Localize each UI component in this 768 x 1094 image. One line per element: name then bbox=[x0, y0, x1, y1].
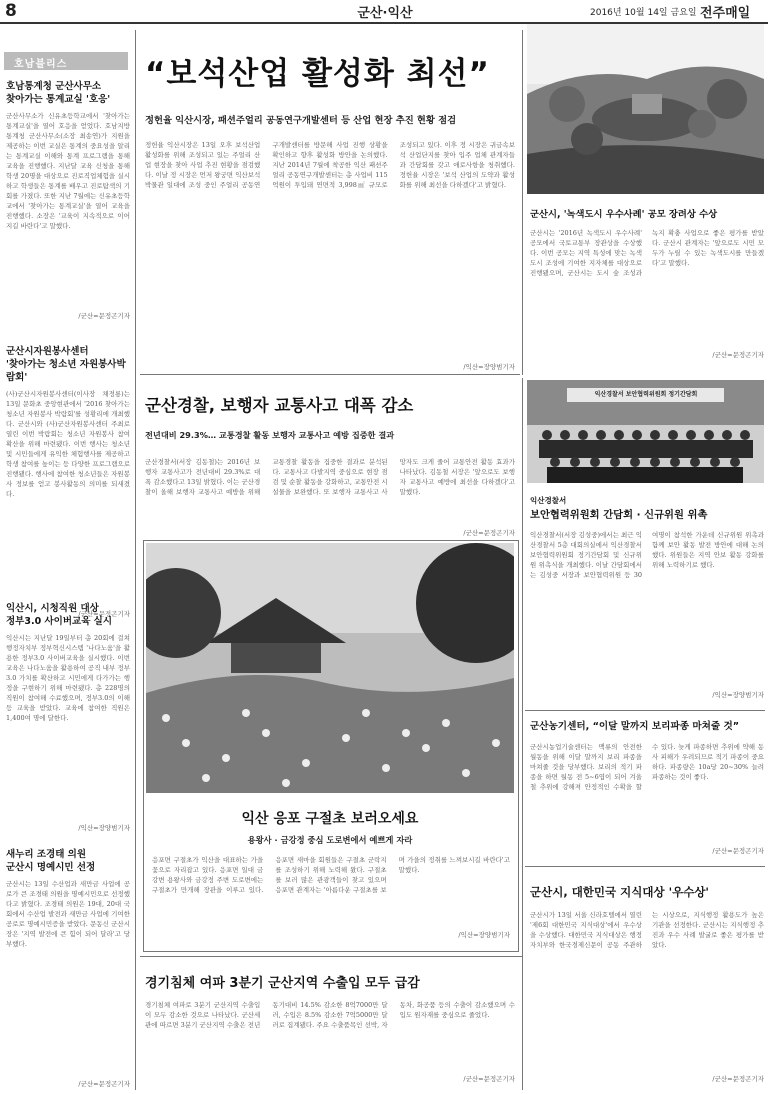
photo2-body: 익산경찰서(서장 김성중)에서는 최근 익산경찰서 5층 대회의실에서 익산경찰서 보안협력위원회 정기간담회 및 신규위원 위촉식을 개최했다. 이날 간담회에서는 김성중 서장과 보안협력위원 등 30여명이 참석한 가운데 신규위원 위촉과 함께 보안 활동 발전 방안에 대해 논의했다. 위원들은 지역 안보 활동 강화를 위해 노력하기로 했다. bbox=[530, 531, 764, 579]
photo3-subtitle: 용왕사 · 금강정 중심 도로변에서 예쁘게 자라 bbox=[247, 835, 413, 845]
main-article-byline: /익산=장양범기자 bbox=[463, 363, 515, 371]
article-byline: /군산=문정곤기자 bbox=[78, 312, 130, 320]
article2-body: 군산경찰서(서장 김동철)는 2016년 보행자 교통사고가 전년대비 29.3%로 대폭 감소했다고 13일 밝혔다. 이는 군산경찰이 올해 보행자 교통사고 예방을 위해 교통경찰 활동을 집중한 결과로 분석된다. 교통사고 다발지역 중심으로 현장 점검 및 순찰 활동을 강화하고, 교통안전 시설물을 보완했다. 또 보행자 교통사고 사망자도 크게 줄어 교통안전 활동 효과가 나타났다. 김동철 서장은 '앞으로도 보행자 교통사고 예방에 최선을 다하겠다'고 말했다. bbox=[145, 458, 515, 496]
sidebar-logo bbox=[4, 52, 128, 70]
article3-title: 군산농기센터, “이달 말까지 보리파종 마쳐줄 것” bbox=[530, 721, 740, 732]
article3-byline: /군산=문정곤기자 bbox=[712, 847, 764, 855]
article-kicker: 호남통계청 군산사무소 bbox=[6, 81, 102, 92]
article-kicker: 익산시, 시청직원 대상 bbox=[6, 603, 99, 614]
sidebar-article-4 bbox=[6, 848, 130, 1088]
photo1-caption: 군산시, '녹색도시 우수사례' 공모 장려상 수상 bbox=[530, 209, 718, 220]
flower-photo bbox=[146, 543, 514, 793]
article-body: 군산시는 13일 수산업과 새만금 사업에 공로가 큰 조경태 의원을 명예시민으로 선정했다고 밝혔다. 조경태 의원은 19대, 20대 국회에서 수산업 발전과 새만금 사업에 기여한 공로로 명예시민증을 받았다. 문동신 군산시장은 '지역 발전에 큰 힘이 되어 달라'고 당부했다. bbox=[6, 880, 130, 948]
main-article-body: 정헌율 익산시장은 13일 오후 보석산업 활성화를 위해 조성되고 있는 주얼리 산업 현장을 찾아 사업 추진 현황을 점검했다. 이날 정 시장은 먼저 왕궁면 익산보석박물관 일대에 조성 중인 주얼리 공동연구개발센터를 방문해 사업 진행 상황을 확인하고 향후 활성화 방안을 논의했다. 지난 2014년 7월에 착공한 익산 패션주얼리 공동연구개발센터는 총 사업비 115억원이 투입돼 연면적 3,998㎡ 규모로 조성되고 있다. 이후 정 시장은 귀금속보석 산업단지를 찾아 입주 업체 관계자들과 간담회를 갖고 애로사항을 청취했다. 정헌율 시장은 '보석 산업의 도약과 활성화를 위해 최선을 다하겠다'고 밝혔다. bbox=[145, 141, 515, 189]
photo3-body: 응포면 구절초가 익산을 대표하는 가을 꽃으로 자리잡고 있다. 응포면 일대 금강변 용왕사와 금강정 주변 도로변에는 구절초가 만개해 장관을 이루고 있다. 응포면 새마을 회원들은 구절초 군락지를 조성하기 위해 노력해 왔다. 구절초를 보러 많은 관광객들이 찾고 있으며 응포면 관계자는 '아름다운 구절초를 보며 가을의 정취를 느껴보시길 바란다'고 말했다. bbox=[152, 856, 510, 894]
article5-byline: /군산=문정곤기자 bbox=[463, 1075, 515, 1083]
photo1-byline: /군산=문정곤기자 bbox=[712, 351, 764, 359]
article-title: '찾아가는 청소년 자원봉사박람회' bbox=[6, 359, 126, 383]
group-photo-banner: 익산경찰서 보안협력위원회 정기간담회 bbox=[594, 391, 698, 398]
park-photo bbox=[527, 24, 764, 194]
article-body: (사)군산시자원봉사센터(이사장 채정룡)는 13일 문화초 중앙현관에서 '2016 찾아가는 청소년 자원봉사 박람회'를 성황리에 개최했다. 군산시와 (사)군산자원봉사센터 주최로 열린 이번 박람회는 청소년 자원봉사 참여 확산을 위해 마련됐다. 이번 행사는 청소년 및 시민들에게 유익한 체험행사를 제공하고 학생 참여를 높이는 등 다양한 프로그램으로 진행됐다. 행사에 참여한 청소년들은 자원봉사 정보를 얻고 봉사활동의 의미를 되새겼다. bbox=[6, 390, 130, 498]
sidebar-logo-text: 호남블리스 bbox=[14, 59, 68, 70]
article4-byline: /군산=문정곤기자 bbox=[712, 1075, 764, 1083]
issue-date: 2016년 10월 14일 금요일 bbox=[590, 8, 697, 18]
photo3-title: 익산 응포 구절초 보러오세요 bbox=[241, 811, 419, 827]
main-subtitle: 정헌율 익산시장, 패션주얼리 공동연구개발센터 등 산업 현장 추진 현황 점검 bbox=[145, 115, 457, 126]
article-title: 군산시 명예시민 선정 bbox=[6, 862, 96, 873]
photo2-kicker: 익산경찰서 bbox=[530, 496, 567, 505]
sidebar-article-1 bbox=[6, 80, 130, 320]
paper-name: 전주매일 bbox=[700, 6, 751, 21]
photo3-byline: /익산=장양범기자 bbox=[458, 931, 510, 939]
sidebar-article-3 bbox=[6, 602, 130, 832]
article-byline: /군산=문정곤기자 bbox=[78, 610, 130, 618]
page-number: 8 bbox=[5, 1, 17, 21]
article-title: 정부3.0 사이버교육 실시 bbox=[6, 616, 113, 627]
article-byline: /익산=장양범기자 bbox=[78, 824, 130, 832]
article4-title: 군산시, 대한민국 지식대상 '우수상' bbox=[530, 885, 709, 899]
article5-body: 경기침체 여파로 3분기 군산지역 수출입이 모두 감소한 것으로 나타났다. 군산세관에 따르면 3분기 군산지역 수출은 전년 동기대비 14.5% 감소한 8억7000만 달러, 수입은 8.5% 감소한 7억5000만 달러로 집계됐다. 주요 수출품목인 선박, 자동차, 화공품 등의 수출이 감소했으며 수입도 원자재를 중심으로 줄었다. bbox=[145, 1001, 515, 1029]
article-kicker: 군산시자원봉사센터 bbox=[6, 346, 89, 357]
main-headline: “보석산업 활성화 최선” bbox=[145, 56, 490, 92]
article-body: 군산사무소가 신유초등학교에서 '찾아가는 통계교실'을 열어 호응을 얻었다. 호남지방통계청 군산사무소(소장 최송연)가 지원을 제공하는 이번 교실은 통계의 중요성을 알리는 통계교실 이해와 통계 프로그램을 통해 교육을 진행했다. 지난달 교육 신청을 통해 학생 20명을 대상으로 진로직업체험을 실시하고 학생들은 통계를 배우고 진로탐색의 기회를 가졌다. 또한 지난 7월에는 신유초등학교에서 '찾아가는 통계교실'을 열어 교육을 진행했다. 소장은 '교육이 지속적으로 이어지길 바란다'고 말했다. bbox=[6, 112, 130, 230]
photo2-byline: /익산=장양범기자 bbox=[712, 691, 764, 699]
article-title: 찾아가는 통계교실 '호응' bbox=[6, 94, 111, 105]
article-byline: /군산=문정곤기자 bbox=[78, 1080, 130, 1088]
article-body: 익산시는 지난달 19일부터 총 20회에 걸쳐 행정자치부 정부혁신시스템 '나다노움'을 활용한 정부3.0 사이버교육을 실시했다. 이번 교육은 나다노움을 활용하여 공직 내부 정부3.0 가치를 확산하고 시민에게 다가가는 행정을 구현하기 위해 마련됐다. 총 228명의 직원이 참여해 수료했으며, 정부3.0의 이해 등 교육을 받았다. 교육에 참여한 직원은 1,400여 명에 달한다. bbox=[6, 634, 130, 722]
article2-title: 군산경찰, 보행자 교통사고 대폭 감소 bbox=[145, 396, 414, 415]
section-title: 군산·익산 bbox=[357, 6, 413, 21]
article4-body: 군산시가 13일 서울 신라호텔에서 열린 '제6회 대한민국 지식대상'에서 우수상을 수상했다. 대한민국 지식대상은 행정자치부와 한국경제신문이 공동 주관하는 시상으로, 지식행정 활용도가 높은 기관을 선정한다. 군산시는 지식행정 추진과 우수 사례 발굴로 좋은 평가를 받았다. bbox=[530, 911, 764, 949]
page-header bbox=[0, 0, 768, 24]
photo1-body: 군산시는 '2016년 녹색도시 우수사례' 공모에서 국토교통부 장관상을 수상했다. 이번 공모는 지역 특성에 맞는 녹색도시 조성에 기여한 지자체를 대상으로 진행됐으며, 군산시는 도시 숲 조성과 녹지 확충 사업으로 좋은 평가를 받았다. 군산시 관계자는 '앞으로도 시민 모두가 누릴 수 있는 녹색도시를 만들겠다'고 말했다. bbox=[530, 229, 764, 277]
group-photo bbox=[527, 380, 764, 483]
article5-title: 경기침체 여파 3분기 군산지역 수출입 모두 급감 bbox=[145, 976, 420, 991]
article3-body: 군산시농업기술센터는 맥류의 안전한 월동을 위해 이달 말까지 보리 파종을 마쳐줄 것을 당부했다. 보리의 적기 파종을 하면 월동 전 5~6엽이 되어 겨울철 추위에 강해져 안정적인 수확을 할 수 있다. 늦게 파종하면 추위에 약해 동사 피해가 우려되므로 적기 파종이 중요하다. 파종량은 10a당 20~30% 늘려 파종하는 것이 좋다. bbox=[530, 743, 764, 791]
article2-subtitle: 전년대비 29.3%… 교통경찰 활동 보행자 교통사고 예방 집중한 결과 bbox=[145, 430, 395, 440]
photo2-caption: 보안협력위원회 간담회 · 신규위원 위촉 bbox=[530, 509, 708, 521]
article2-byline: /군산=문정곤기자 bbox=[463, 529, 515, 537]
article-kicker: 새누리 조경태 의원 bbox=[6, 849, 87, 860]
sidebar-article-2 bbox=[6, 345, 130, 618]
